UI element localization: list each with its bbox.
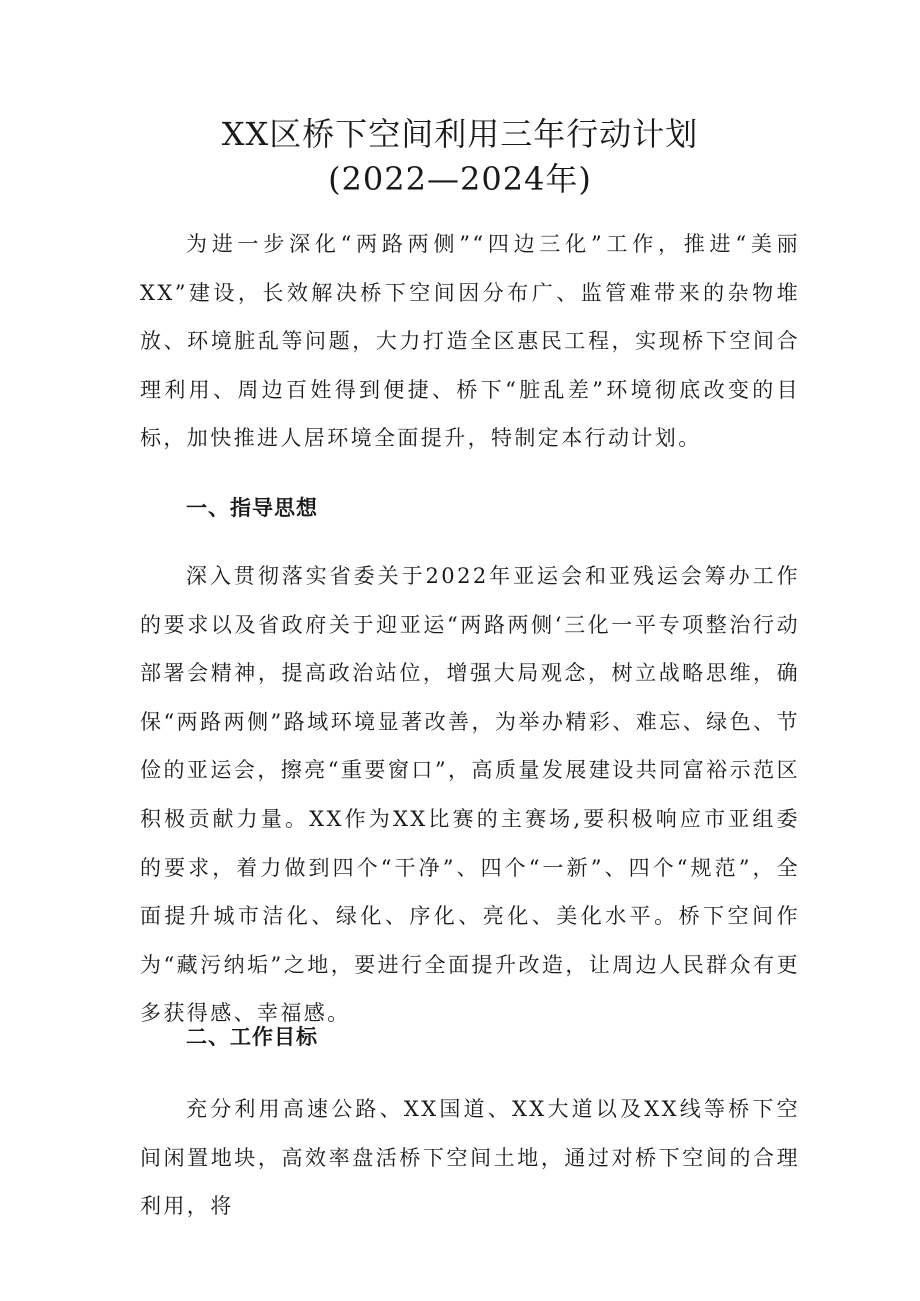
document-subtitle: (2022—2024年) (328, 160, 592, 198)
section-heading-guiding-ideology: 一、指导思想 (186, 496, 318, 520)
document-title: XX区桥下空间利用三年行动计划 (221, 115, 699, 153)
intro-paragraph: 为进一步深化“两路两侧”“四边三化”工作，推进“美丽XX”建设，长效解决桥下空间因分布广、监管难带来的杂物堆放、环境脏乱等问题，大力打造全区惠民工程，实现桥下空间合理利用、周边百姓得到便捷、桥下“脏乱差”环境彻底改变的目标，加快推进人居环境全面提升，特制定本行动计划。 (140, 232, 800, 451)
section-body-guiding-ideology: 深入贯彻落实省委关于2022年亚运会和亚残运会筹办工作的要求以及省政府关于迎亚运“两路两侧‘三化一平专项整治行动部署会精神，提高政治站位，增强大局观念，树立战略思维，确保“两路两侧”路域环境显著改善，为举办精彩、难忘、绿色、节俭的亚运会，擦亮“重要窗口”，高质量发展建设共同富裕示范区积极贡献力量。XX作为XX比赛的主赛场,要积极响应市亚组委的要求，着力做到四个“干净”、四个“一新”、四个“规范”，全面提升城市洁化、绿化、序化、亮化、美化水平。桥下空间作为“藏污纳垢”之地，要进行全面提升改造，让周边人民群众有更多获得感、幸福感。 (140, 564, 800, 1026)
section-heading-work-goals: 二、工作目标 (186, 1025, 318, 1049)
section-body-work-goals: 充分利用高速公路、XX国道、XX大道以及XX线等桥下空间闲置地块，高效率盘活桥下空间土地，通过对桥下空间的合理利用，将 (140, 1097, 800, 1219)
